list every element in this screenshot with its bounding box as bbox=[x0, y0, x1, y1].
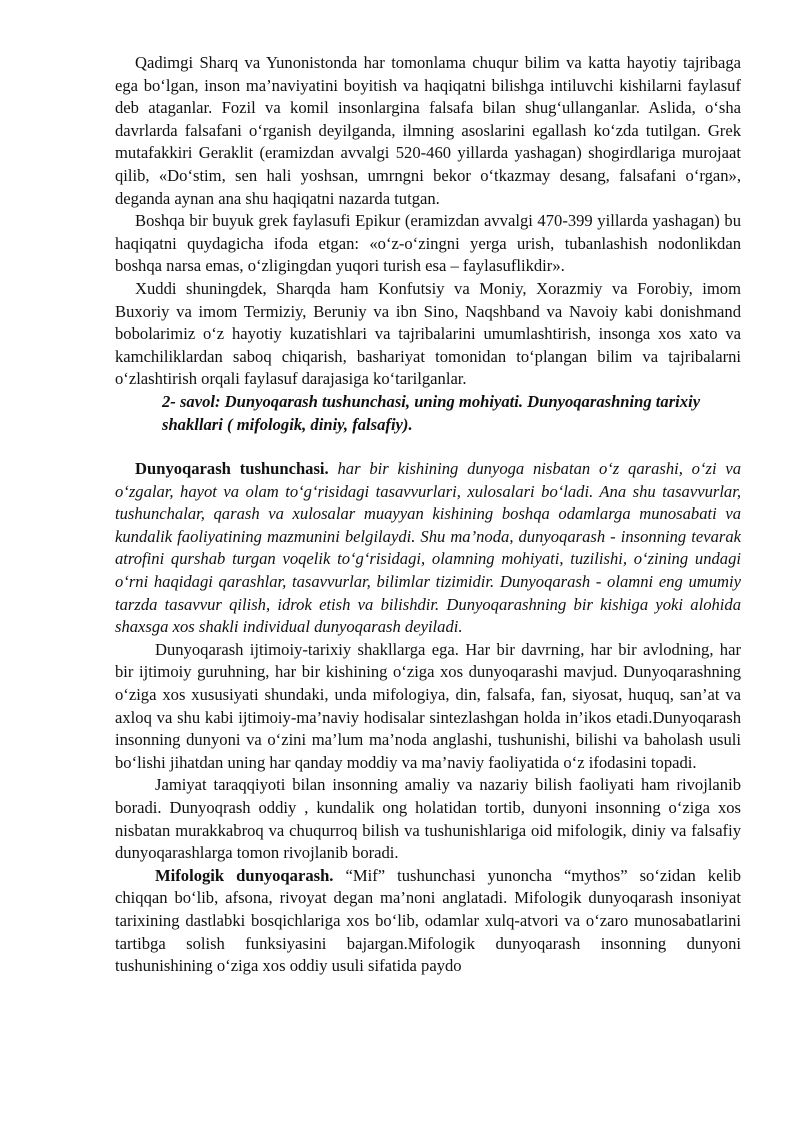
blank-line bbox=[115, 436, 741, 458]
mythology-term: Mifologik dunyoqarash. bbox=[155, 865, 334, 885]
definition-text: har bir kishining dunyoga nisbatan o‘z qarashi, o‘zi va o‘zgalar, hayot va olam to‘g‘risidagi tasavvurlari, xulosalari bo‘ladi. Ana shu tasavvurlar, tushunchalar, qarash va xulosalar muayyan kishining boshqa odamlarga munosabati va kundalik faoliyatining mazmunini belgilaydi. Shu ma’noda, dunyoqarash - insonning tevarak atrofini qurshab turgan voqelik to‘g‘risidagi, olamning mohiyati, tuzilishi, o‘zining undagi o‘rni haqidagi qarashlar, tasavvurlar, bilimlar tizimidir. Dunyoqarash - olamni eng umumiy tarzda tasavvur qilish, idrok etish va bilishdir. Dunyoqarashning bir kishiga yoki alohida shaxsga xos shakli individual dunyoqarash deyiladi. bbox=[115, 459, 741, 637]
paragraph-ancient-philosophers: Qadimgi Sharq va Yunonistonda har tomonlama chuqur bilim va katta hayotiy tajribaga ega bo‘lgan, inson ma’naviyatini boyitish va haqiqatni bilishga intiluvchi kishilarni faylasuf deb ataganlar. Fozil va komil insonlargina falsafa bilan shug‘ullanganlar. Aslida, o‘sha davrlarda falsafani o‘rganish deyilganda, ilmning asoslarini egallash ko‘zda tutilgan. Grek mutafakkiri Geraklit (eramizdan avvalgi 520-460 yillarda yashagan) shogirdlariga murojaat qilib, «Do‘stim, sen hali yoshsan, umrngni bekor o‘tkazmay desang, falsafani o‘rgan», deganda aynan ana shu haqiqatni nazarda tutgan. bbox=[115, 53, 741, 208]
paragraph-mythological-worldview bbox=[115, 865, 741, 978]
paragraph-epikur: Boshqa bir buyuk grek faylasufi Epikur (eramizdan avvalgi 470-399 yillarda yashagan) bu haqiqatni quydagicha ifoda etgan: «o‘z-o‘zingni yerga urish, tubanlashish nodonlikdan boshqa narsa emas, o‘zligingdan yuqori turish esa – faylasuflikdir». bbox=[115, 211, 741, 276]
paragraph-socio-historical-forms: Dunyoqarash ijtimoiy-tarixiy shakllarga ega. Har bir davrning, har bir avlodning, har bir ijtimoiy guruhning, har bir kishining o‘ziga xos dunyoqarashi mavjud. Dunyoqarashning o‘ziga xos xususiyati shundaki, unda mifologiya, din, falsafa, fan, siyosat, huquq, san’at va axloq va shu kabi ijtimoiy-ma’naviy hodisalar sintezlashgan holda in’ikos etadi.Dunyoqarash insonning dunyoni va o‘zini ma’lum ma’noda anglashi, tushunishi, bilishi va baholash usuli bo‘lishi jihatdan uning har qanday moddiy va ma’naviy faoliyatida o‘z ifodasini topadi. bbox=[115, 639, 741, 772]
paragraph-eastern-thinkers: Xuddi shuningdek, Sharqda ham Konfutsiy va Moniy, Xorazmiy va Forobiy, imom Buxoriy va imom Termiziy, Beruniy va ibn Sino, Naqshband va Navoiy kabi donishmand bobolarimiz o‘z hayotiy kuzatishlari va tajribalarini umumlashtirish, insonga xos xato va kamchiliklardan saboq chiqarish, bashariyat tomonidan to‘plangan bilim va tajribalarni o‘zlashtirish orqali faylasuf darajasiga ko‘tarilganlar. bbox=[115, 278, 741, 389]
document-page bbox=[115, 52, 741, 978]
section-question-heading: 2- savol: Dunyoqarash tushunchasi, uning mohiyati. Dunyoqarashning tarixiy shakllari ( mifologik, diniy, falsafiy). bbox=[162, 391, 701, 434]
paragraph-society-development: Jamiyat taraqqiyoti bilan insonning amaliy va nazariy bilish faoliyati ham rivojlanib boradi. Dunyoqrash oddiy , kundalik ong holatidan tortib, dunyoni insonning o‘ziga xos nisbatan murakkabroq va chuqurroq bilish va tushunishlariga oid mifologik, diniy va falsafiy dunyoqarashlarga tomon rivojlanib boradi. bbox=[115, 775, 741, 863]
paragraph-worldview-definition bbox=[115, 458, 741, 639]
definition-term: Dunyoqarash tushunchasi. bbox=[135, 459, 329, 479]
mythology-text: “Mif” tushunchasi yunoncha “mythos” so‘zidan kelib chiqqan bo‘lib, afsona, rivoyat degan ma’noni anglatadi. Mifologik dunyoqarash insoniyat tarixining dastlabki bosqichlariga xos bo‘lib, odamlar xulq-atvori va o‘zaro munosabatlarini tartibga solish funksiyasini bajargan.Mifologik dunyoqarash insonning dunyoni tushunishining o‘ziga xos oddiy usuli sifatida paydo bbox=[115, 865, 741, 976]
